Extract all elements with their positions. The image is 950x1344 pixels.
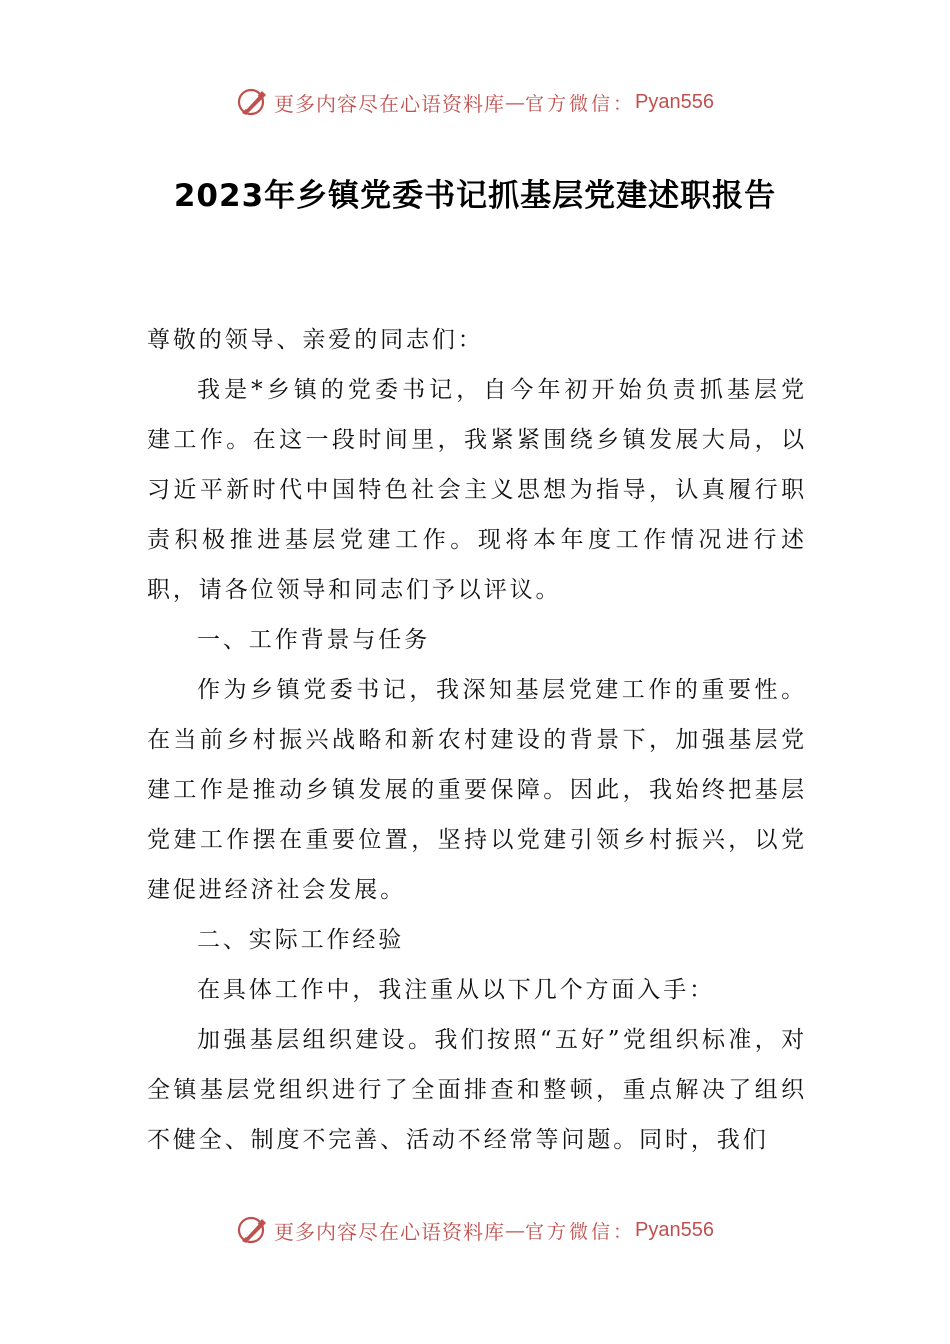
watermark-dash: — — [505, 1218, 525, 1242]
paragraph-approach: 在具体工作中，我注重从以下几个方面入手： — [197, 977, 715, 1003]
watermark-id: Pyan556 — [635, 1218, 714, 1241]
watermark-label: 官方微信： — [525, 1220, 636, 1243]
pen-logo-icon — [236, 85, 270, 119]
footer-watermark — [0, 1210, 950, 1250]
paragraph-organization: 加强基层组织建设。我们按照“五好”党组织标准，对全镇基层党组织进行了全面排查和整顿，重点解决了组织不健全、制度不完善、活动不经常等问题。同时，我们 — [147, 1027, 807, 1153]
document-title: 2023年乡镇党委书记抓基层党建述职报告 — [173, 178, 777, 214]
pen-logo-icon — [236, 1213, 270, 1247]
document-body — [147, 315, 807, 1165]
watermark-id: Pyan556 — [635, 90, 714, 113]
salutation: 尊敬的领导、亲爱的同志们： — [147, 327, 484, 353]
paragraph-background: 作为乡镇党委书记，我深知基层党建工作的重要性。在当前乡村振兴战略和新农村建设的背景下，加强基层党建工作是推动乡镇发展的重要保障。因此，我始终把基层党建工作摆在重要位置，坚持以党建引领乡村振兴，以党建促进经济社会发展。 — [147, 677, 807, 903]
section-heading-1: 一、工作背景与任务 — [197, 627, 431, 653]
watermark-label: 官方微信： — [525, 92, 636, 115]
watermark-site-text: 更多内容尽在心语资料库 — [274, 91, 505, 116]
section-heading-2: 二、实际工作经验 — [197, 927, 405, 953]
watermark-dash: — — [505, 90, 525, 114]
paragraph-intro: 我是*乡镇的党委书记，自今年初开始负责抓基层党建工作。在这一段时间里，我紧紧围绕乡镇发展大局，以习近平新时代中国特色社会主义思想为指导，认真履行职责积极推进基层党建工作。现将本年度工作情况进行述职，请各位领导和同志们予以评议。 — [147, 377, 807, 603]
header-watermark — [0, 82, 950, 122]
watermark-site-text: 更多内容尽在心语资料库 — [274, 1219, 505, 1244]
